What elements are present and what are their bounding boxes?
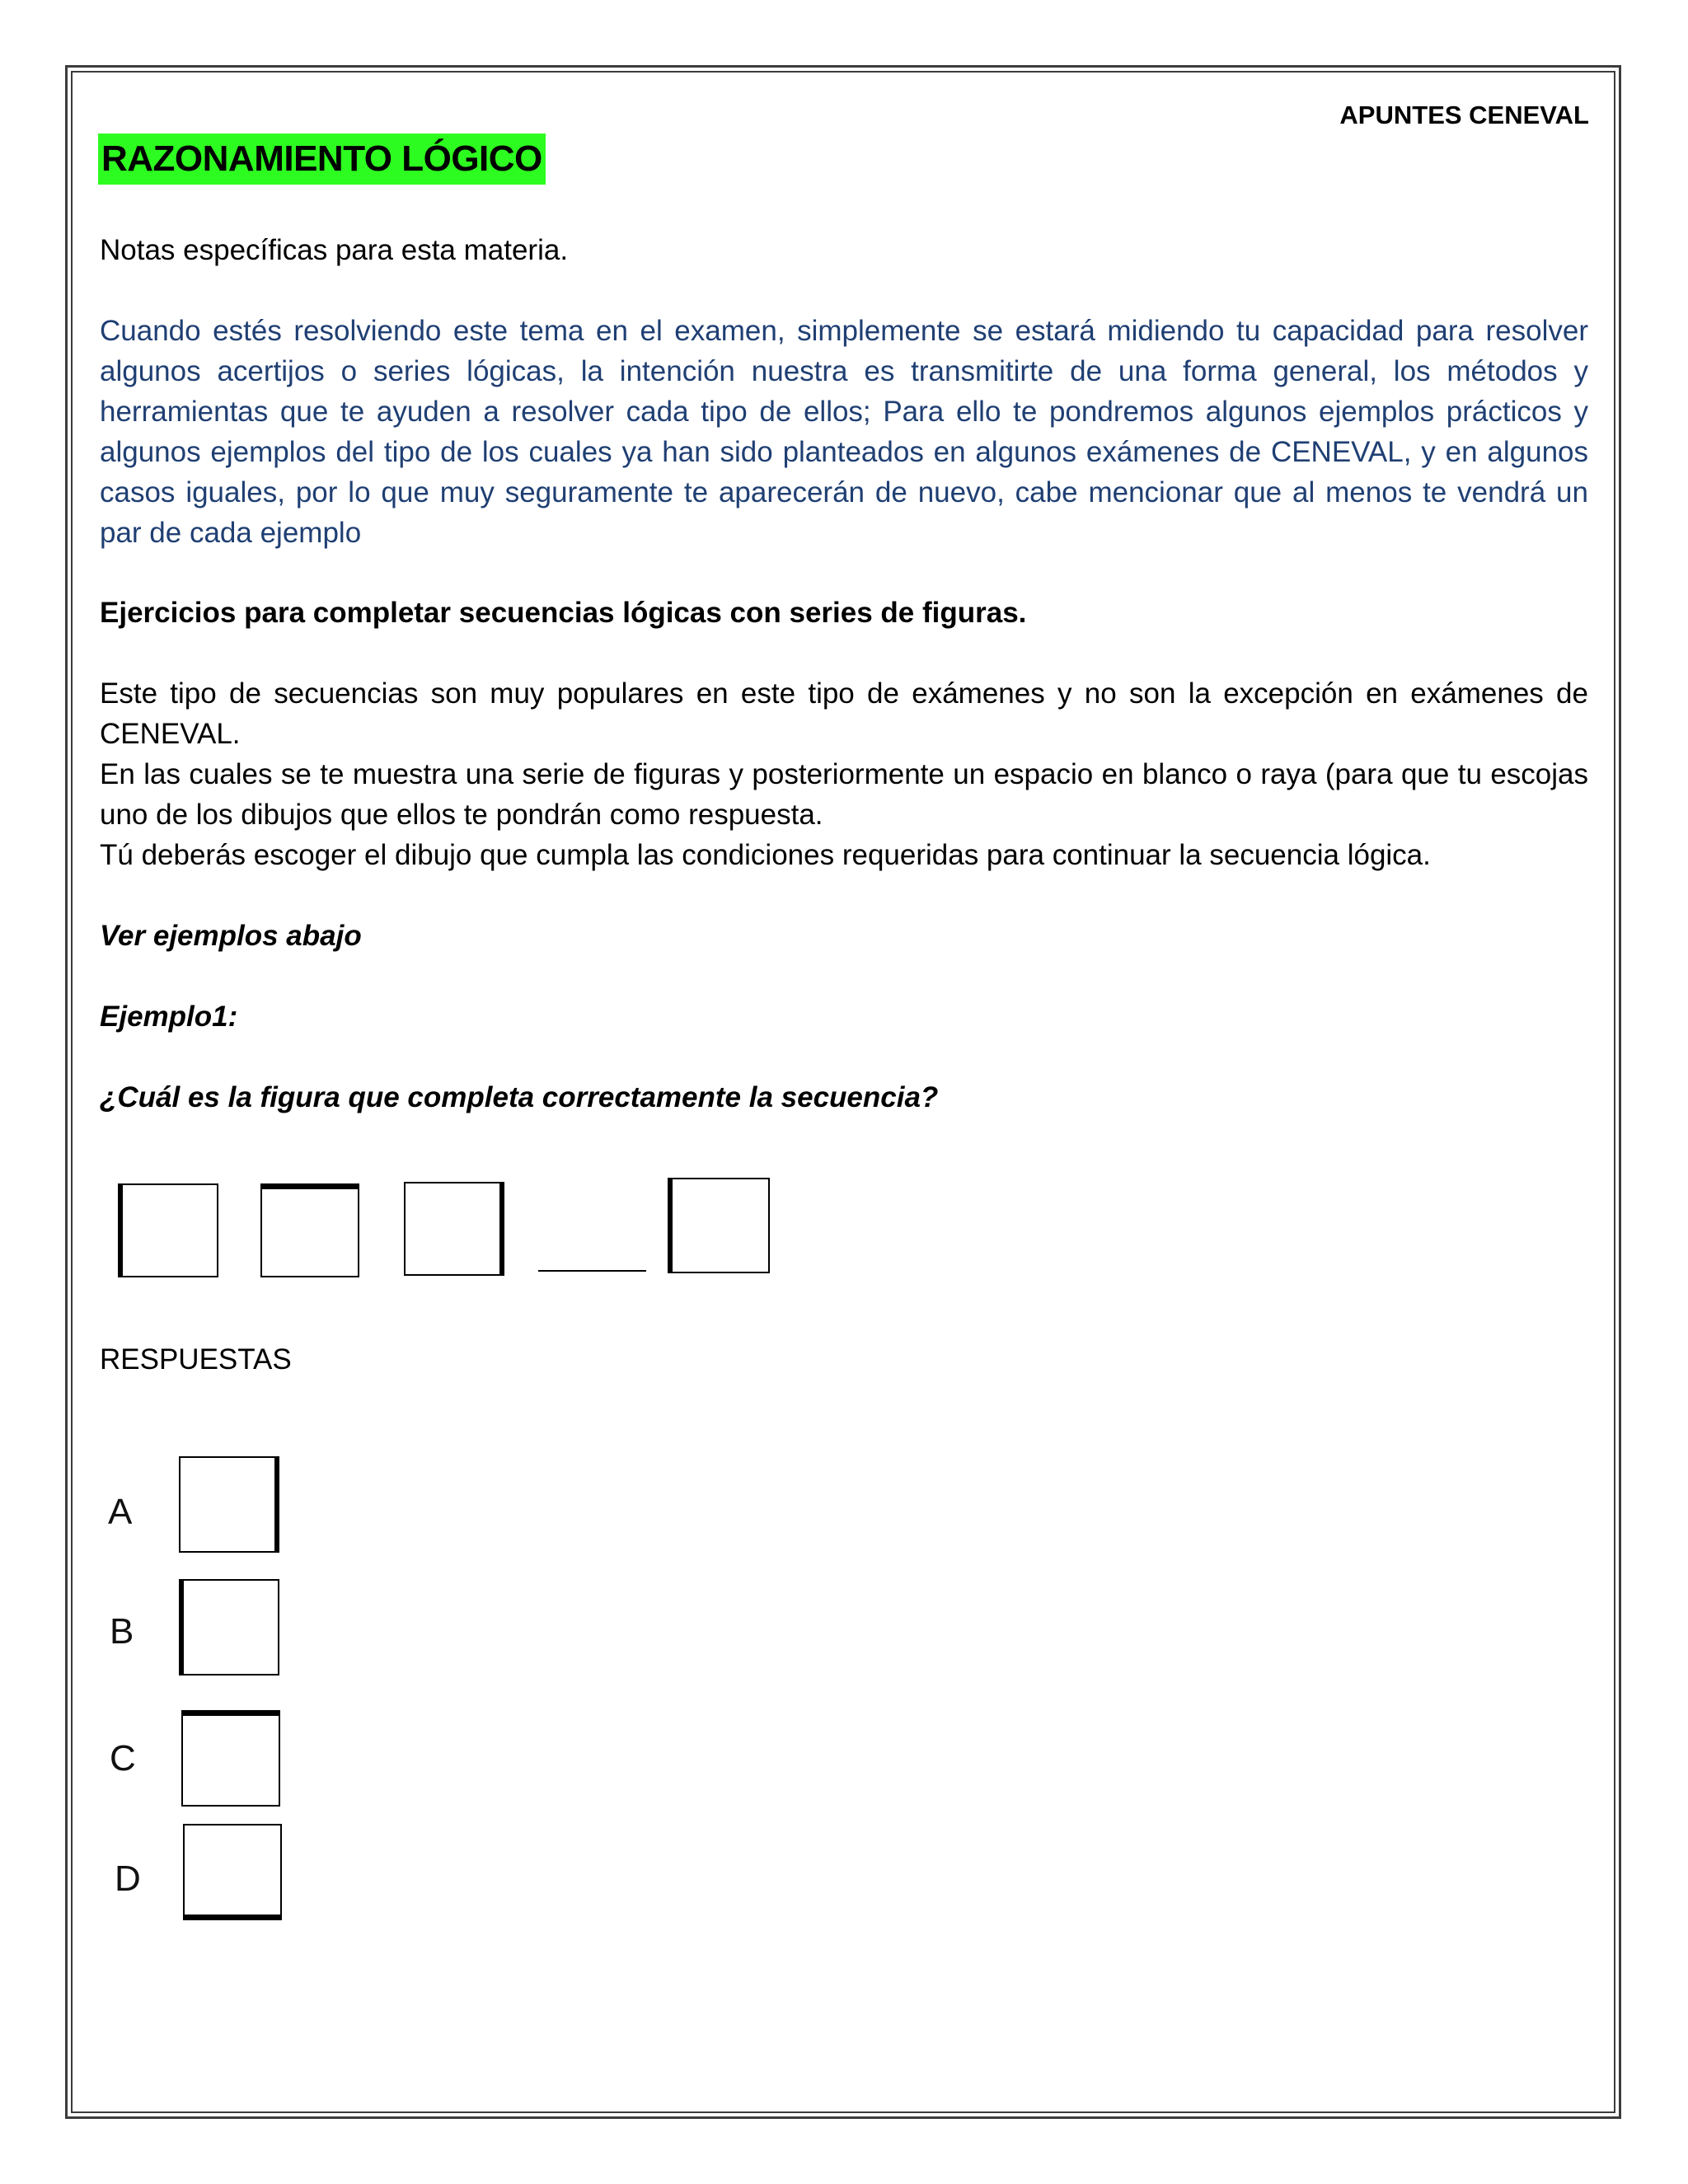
option-c-letter: C [110, 1738, 136, 1779]
body-paragraph-2: En las cuales se te muestra una serie de figuras y posteriormente un espacio en blanco o raya (para que tu escojas uno de los dibujos que ellos te pondrán como respuesta. [100, 758, 1588, 831]
sequence-figure-2 [260, 1183, 359, 1277]
section-heading: Ejercicios para completar secuencias lógicas con series de figuras. [100, 597, 1027, 629]
page-title: RAZONAMIENTO LÓGICO [98, 134, 546, 185]
option-a-letter: A [108, 1492, 133, 1532]
example-label: Ejemplo1: [100, 1001, 238, 1033]
body-paragraph-1: Este tipo de secuencias son muy populares en este tipo de exámenes y no son la excepción en exámenes de CENEVAL. [100, 677, 1588, 750]
header-brand: APUNTES CENEVAL [1339, 101, 1589, 129]
option-c-figure[interactable] [181, 1710, 280, 1807]
option-b-letter: B [110, 1611, 134, 1652]
body-paragraph-3: Tú deberás escoger el dibujo que cumpla las condiciones requeridas para continuar la secuencia lógica. [100, 839, 1431, 871]
sequence-figure-5 [668, 1178, 770, 1273]
sequence-blank [538, 1270, 646, 1272]
answers-label: RESPUESTAS [100, 1343, 292, 1376]
notes-intro: Notas específicas para esta materia. [100, 234, 569, 266]
intro-paragraph: Cuando estés resolviendo este tema en el examen, simplemente se estará midiendo tu capacidad para resolver algunos acertijos o series lógicas, la intención nuestra es transmitirte de una forma general, los métodos y herramientas que te ayuden a resolver cada tipo de ellos; Para ello te pondremos algunos ejemplos prácticos y algunos ejemplos del tipo de los cuales ya han sido planteados en algunos exámenes de CENEVAL, y en algunos casos iguales, por lo que muy seguramente te aparecerán de nuevo, cabe mencionar que al menos te vendrá un par de cada ejemplo [100, 315, 1588, 549]
option-d-letter: D [115, 1858, 141, 1899]
sequence-figure-3 [404, 1182, 504, 1276]
option-b-figure[interactable] [179, 1579, 279, 1675]
option-a-figure[interactable] [179, 1456, 279, 1553]
see-examples: Ver ejemplos abajo [100, 920, 362, 952]
question: ¿Cuál es la figura que completa correctamente la secuencia? [100, 1081, 939, 1113]
option-d-figure[interactable] [183, 1824, 282, 1920]
sequence-figure-1 [118, 1183, 218, 1277]
